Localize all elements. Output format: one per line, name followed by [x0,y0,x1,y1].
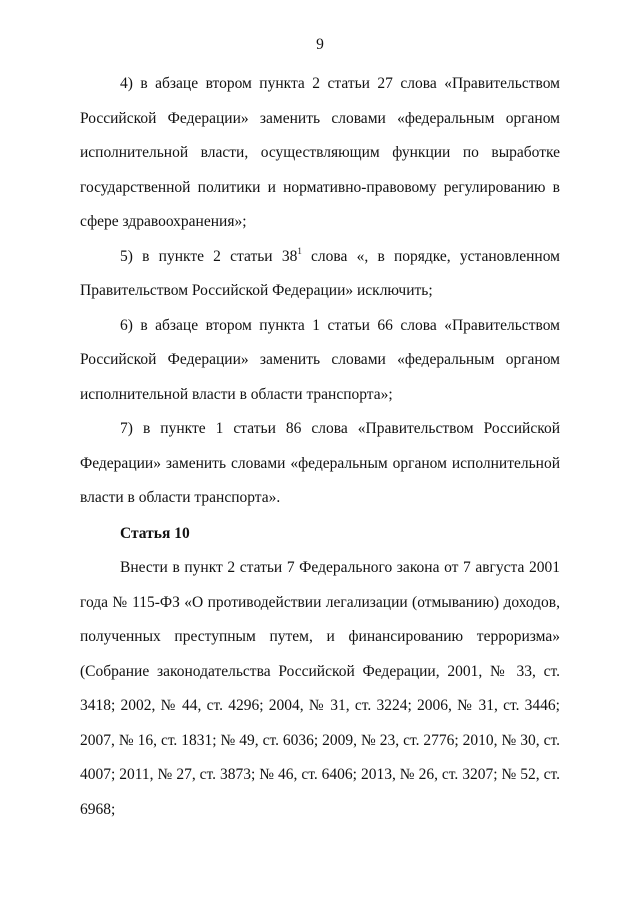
amendment-item-5-text-after: слова «, в порядке, установленном Правительством Российской Федерации» исключить; [80,247,560,299]
amendment-item-5-superscript: 1 [297,245,302,256]
amendment-item-4: 4) в абзаце втором пункта 2 статьи 27 слова «Правительством Российской Федерации» заменить словами «федеральным органом исполнительной власти, осуществляющим функции по выработке государственной политики и нормативно-правовому регулированию в сфере здравоохранения»; [80,75,560,230]
amendment-item-5 [80,240,560,309]
amendment-item-5-text-before: 5) в пункте 2 статьи 38 [120,247,298,265]
article-heading: Статья 10 [120,524,190,542]
page-number: 9 [316,36,324,53]
amendment-item-7: 7) в пункте 1 статьи 86 слова «Правительством Российской Федерации» заменить словами «федеральным органом исполнительной власти в области транспорта». [80,420,560,506]
amendment-item-6: 6) в абзаце втором пункта 1 статьи 66 слова «Правительством Российской Федерации» заменить словами «федеральным органом исполнительной власти в области транспорта»; [80,316,560,403]
article-text: Внести в пункт 2 статьи 7 Федерального закона от 7 августа 2001 года № 115-ФЗ «О противодействии легализации (отмыванию) доходов, полученных преступным путем, и финансированию терроризма» (Собрание законодательства Российской Федерации, 2001, № 33, ст. 3418; 2002, № 44, ст. 4296; 2004, № 31, ст. 3224; 2006, № 31, ст. 3446; 2007, № 16, ст. 1831; № 49, ст. 6036; 2009, № 23, ст. 2776; 2010, № 30, ст. 4007; 2011, № 27, ст. 3873; № 46, ст. 6406; 2013, № 26, ст. 3207; № 52, ст. 6968; [80,559,560,818]
document-body [80,67,560,827]
